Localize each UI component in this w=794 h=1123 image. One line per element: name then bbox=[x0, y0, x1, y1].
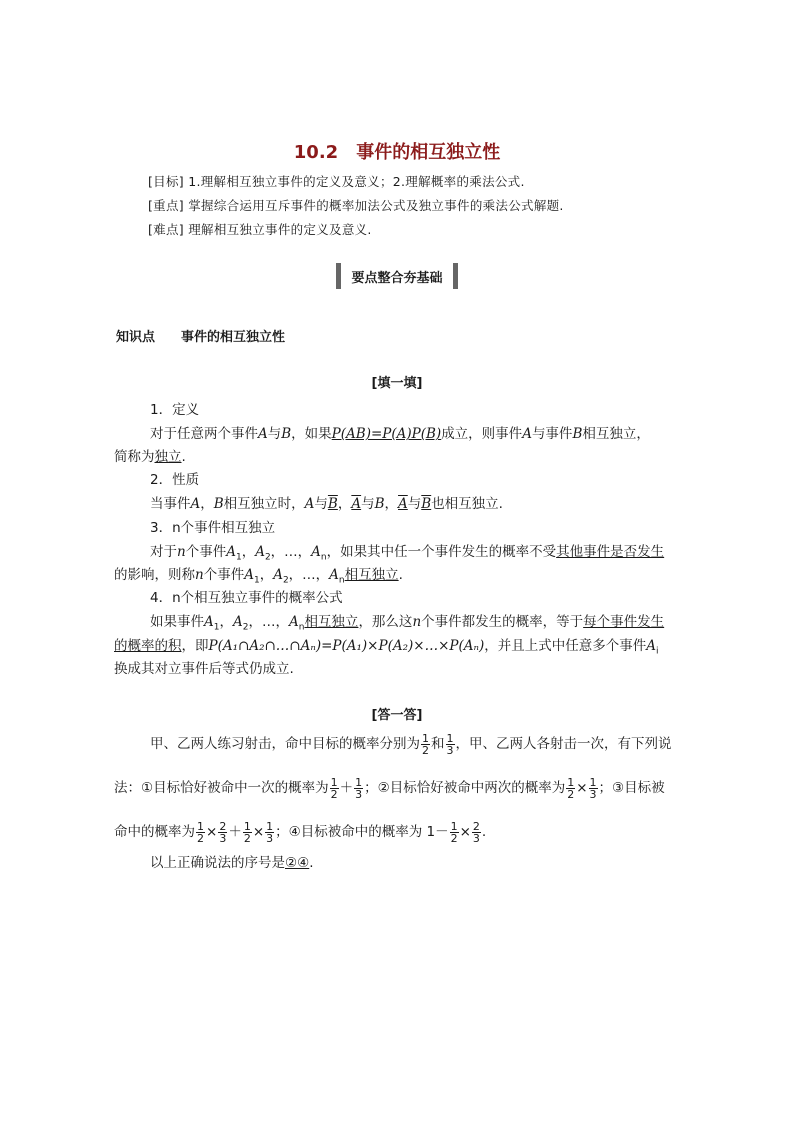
question-line-3: 命中的概率为 $\frac{1}{2}$ × $\frac{2}{3}$ ＋ $\frac{1}{2}$ × $\frac{1}{3}$ ；④目标被命中的概率为 1－ $\frac{1}{2}$ × $\frac{2}{3}$ . bbox=[114, 819, 487, 845]
question-line-1: 甲、乙两人练习射击，命中目标的概率分别为 $\frac{1}{2}$ 和 $\frac{1}{3}$ ，甲、乙两人各射击一次，有下列说 bbox=[150, 731, 672, 757]
section-banner bbox=[0, 262, 794, 290]
knowledge-point-heading bbox=[116, 326, 285, 345]
section-label: 要点整合夯基础 bbox=[351, 270, 443, 286]
definition-answer: 独立 bbox=[154, 449, 182, 465]
page-title: 10.2 事件的相互独立性 bbox=[293, 142, 501, 163]
knowledge-topic: 事件的相互独立性 bbox=[181, 330, 286, 345]
answer-value: ②④ bbox=[285, 855, 310, 871]
n-independent-line-2: 的影响，则称n个事件$A_1$，$A_2$，…，$A_n$相互独立. bbox=[114, 567, 403, 586]
definition-heading: 1．定义 bbox=[150, 402, 200, 418]
property-heading: 2．性质 bbox=[150, 472, 200, 488]
n-independent-heading: 3．n个事件相互独立 bbox=[150, 520, 276, 536]
formula-line-1: 如果事件$A_1$，$A_2$，…，$A_n$相互独立，那么这n个事件都发生的概率，等于每个事件发生 bbox=[150, 614, 665, 633]
property-line: 当事件A，B相互独立时，A与B，A与B，A与B也相互独立. bbox=[150, 496, 503, 512]
knowledge-label: 知识点 bbox=[116, 330, 156, 345]
answer-line: 以上正确说法的序号是②④. bbox=[150, 855, 314, 871]
banner-left-bar bbox=[336, 263, 341, 289]
answer-heading: [答一答] bbox=[371, 708, 423, 723]
formula-line-2: 的概率的积，即P(A₁∩A₂∩…∩Aₙ)=P(A₁)×P(A₂)×…×P(Aₙ)，并且上式中任意多个事件$A_i$ bbox=[114, 638, 659, 657]
key-point-line: [重点] 掌握综合运用互斥事件的概率加法公式及独立事件的乘法公式解题. bbox=[148, 198, 564, 213]
definition-formula: P(AB)=P(A)P(B) bbox=[331, 426, 442, 442]
formula-line-3: 换成其对立事件后等式仍成立. bbox=[114, 661, 294, 677]
difficulty-line: [难点] 理解相互独立事件的定义及意义. bbox=[148, 222, 372, 237]
definition-line-2: 简称为独立. bbox=[114, 449, 186, 465]
n-independent-line-1: 对于n个事件$A_1$，$A_2$，…，$A_n$，如果其中任一个事件发生的概率不受其他事件是否发生 bbox=[150, 544, 665, 563]
banner-right-bar bbox=[453, 263, 458, 289]
formula-heading: 4．n个相互独立事件的概率公式 bbox=[150, 590, 343, 606]
definition-line-1: 对于任意两个事件A与B，如果P(AB)=P(A)P(B)成立，则事件A与事件B相互独立， bbox=[150, 426, 650, 442]
question-line-2: 法：①目标恰好被命中一次的概率为 $\frac{1}{2}$ ＋ $\frac{1}{3}$ ；②目标恰好被命中两次的概率为 $\frac{1}{2}$ × $\frac{1}{3}$ ；③目标被 bbox=[114, 775, 665, 801]
fill-heading: [填一填] bbox=[371, 376, 423, 391]
goal-line: [目标] 1.理解相互独立事件的定义及意义；2.理解概率的乘法公式. bbox=[148, 174, 525, 189]
product-formula: P(A₁∩A₂∩…∩Aₙ)=P(A₁)×P(A₂)×…×P(Aₙ) bbox=[208, 638, 485, 654]
